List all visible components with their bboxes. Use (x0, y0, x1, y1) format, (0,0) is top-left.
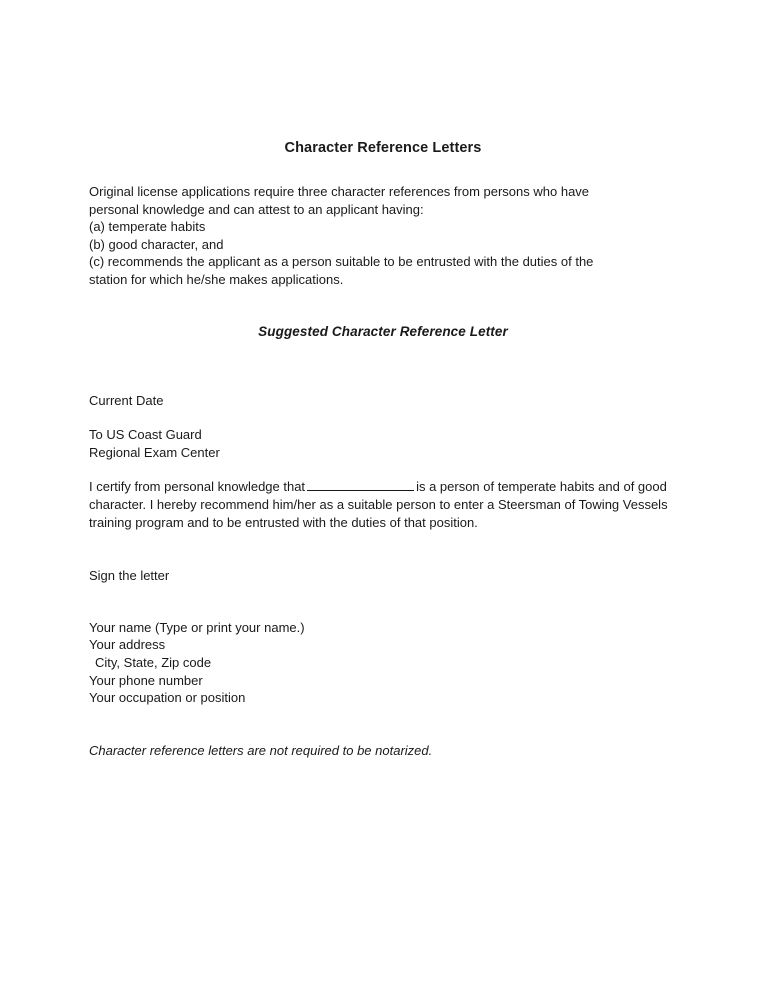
intro-paragraph (89, 183, 677, 289)
letter-body-text-before-blank: I certify from personal knowledge that (89, 479, 306, 495)
letter-body-paragraph (89, 478, 677, 531)
intro-item-a: (a) temperate habits (89, 219, 206, 235)
letter-date-line: Current Date (89, 392, 164, 408)
sign-instruction: Sign the letter (89, 568, 170, 584)
intro-line-2: personal knowledge and can attest to an applicant having: (89, 201, 424, 217)
signature-phone-line: Your phone number (89, 672, 203, 688)
spacer (89, 531, 677, 567)
intro-line-1: Original license applications require three character references from persons who have (89, 184, 590, 199)
signature-block (89, 619, 677, 707)
name-blank-field[interactable] (307, 479, 414, 491)
intro-item-c-line-1: (c) recommends the applicant as a person suitable to be entrusted with the duties of the (89, 254, 594, 270)
footer-note: Character reference letters are not required to be notarized. (89, 742, 433, 758)
letter-addressee-line-1: To US Coast Guard (89, 427, 202, 443)
page-title: Character Reference Letters (284, 140, 482, 156)
spacer (89, 289, 677, 323)
letter-body-text-after-blank: is a person of temperate habits and of good character. I hereby recommend him/her as a suitable person to enter a Steersman of Towing Vessels training program and to be entrusted with the duties of that position. (89, 479, 668, 530)
spacer (89, 340, 677, 392)
spacer (89, 585, 677, 619)
spacer (89, 461, 677, 478)
signature-city-state-zip-line: City, State, Zip code (95, 654, 212, 670)
document-content (89, 140, 677, 759)
spacer (89, 707, 677, 742)
intro-item-c-line-2: station for which he/she makes applications. (89, 271, 344, 287)
signature-occupation-line: Your occupation or position (89, 690, 246, 706)
letter-addressee-line-2: Regional Exam Center (89, 444, 220, 460)
signature-name-line: Your name (Type or print your name.) (89, 619, 305, 635)
spacer (89, 409, 677, 426)
section-subtitle: Suggested Character Reference Letter (258, 323, 508, 339)
intro-item-b: (b) good character, and (89, 236, 224, 252)
signature-address-line: Your address (89, 637, 166, 653)
